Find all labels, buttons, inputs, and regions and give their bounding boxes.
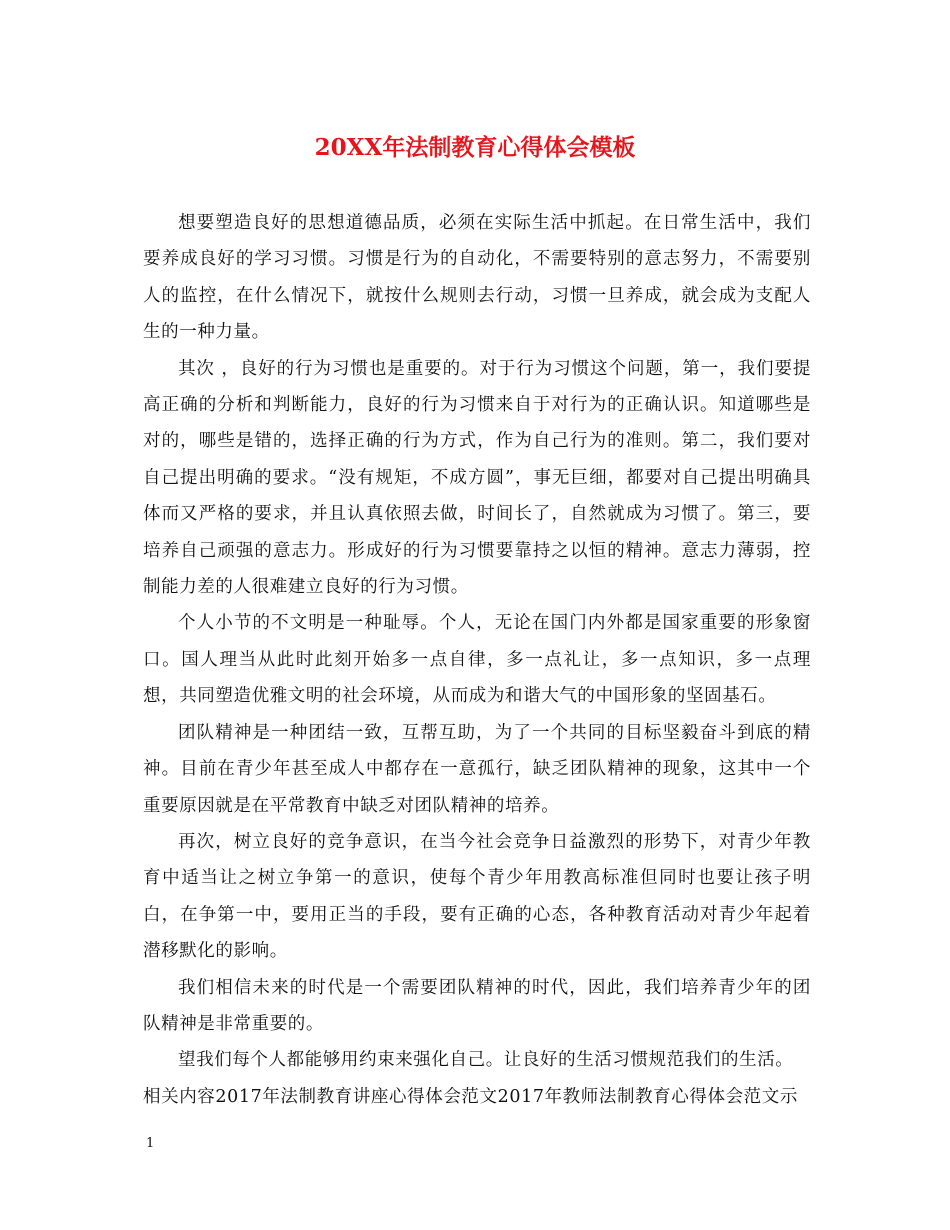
paragraph-1: 想要塑造良好的思想道德品质，必须在实际生活中抓起。在日常生活中，我们要养成良好的学习习惯。习惯是行为的自动化，不需要特别的意志努力，不需要别人的监控，在什么情况下，就按什么规则去行动，习惯一旦养成，就会成为支配人生的一种力量。 [143,213,811,343]
paragraph-6: 我们相信未来的时代是一个需要团队精神的时代，因此，我们培养青少年的团队精神是非常重要的。 [143,977,811,1034]
document-body [143,205,811,1115]
page-number: 1 [146,1136,155,1151]
paragraph-4: 团队精神是一种团结一致，互帮互助，为了一个共同的目标坚毅奋斗到底的精神。目前在青少年甚至成人中都存在一意孤行，缺乏团队精神的现象，这其中一个重要原因就是在平常教育中缺乏对团队精神的培养。 [143,722,811,816]
paragraph-5: 再次，树立良好的竞争意识，在当今社会竞争日益激烈的形势下，对青少年教育中适当让之树立争第一的意识，使每个青少年用教高标准但同时也要让孩子明白，在争第一中，要用正当的手段，要有正确的心态，各种教育活动对青少年起着潜移默化的影响。 [143,831,811,962]
document-title: 20XX年法制教育心得体会模板 [314,134,636,161]
paragraph-3: 个人小节的不文明是一种耻辱。个人，无论在国门内外都是国家重要的形象窗口。国人理当从此时此刻开始多一点自律，多一点礼让，多一点知识，多一点理想，共同塑造优雅文明的社会环境，从而成为和谐大气的中国形象的坚固基石。 [143,613,811,707]
paragraph-7: 望我们每个人都能够用约束来强化自己。让良好的生活习惯规范我们的生活。 [178,1050,794,1071]
related-content-line: 相关内容2017年法制教育讲座心得体会范文2017年教师法制教育心得体会范文示 [143,1086,798,1107]
paragraph-2: 其次 ，良好的行为习惯也是重要的。对于行为习惯这个问题，第一，我们要提高正确的分析和判断能力，良好的行为习惯来自于对行为的正确认识。知道哪些是对的，哪些是错的，选择正确的行为方式，作为自己行为的准则。第二，我们要对自己提出明确的要求。“没有规矩，不成方圆”，事无巨细，都要对自己提出明确具体而又严格的要求，并且认真依照去做，时间长了，自然就成为习惯了。第三，要培养自己顽强的意志力。形成好的行为习惯要靠持之以恒的精神。意志力薄弱，控制能力差的人很难建立良好的行为习惯。 [143,358,811,598]
